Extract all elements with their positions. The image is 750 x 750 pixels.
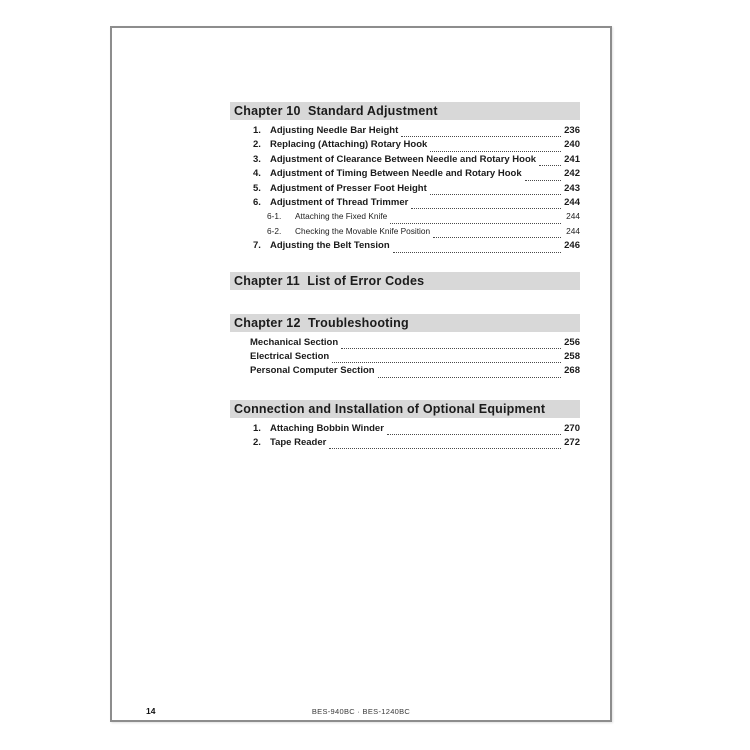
manual-toc-page bbox=[110, 26, 612, 722]
page-footer bbox=[112, 705, 610, 717]
entry-page-number: 258 bbox=[564, 350, 580, 362]
entry-page-number: 246 bbox=[564, 240, 580, 252]
footer-page-number: 14 bbox=[146, 706, 156, 716]
toc-entry bbox=[230, 423, 580, 437]
section-title: Connection and Installation of Optional Equipment bbox=[230, 400, 580, 418]
toc-list bbox=[230, 125, 580, 255]
toc-entry bbox=[230, 240, 580, 254]
toc-entry bbox=[230, 337, 580, 351]
section-title: Chapter 10 Standard Adjustment bbox=[230, 102, 580, 120]
entry-number: 7. bbox=[253, 240, 261, 252]
dot-leader bbox=[329, 448, 561, 449]
entry-page-number: 256 bbox=[564, 336, 580, 348]
entry-label: Adjustment of Timing Between Needle and Rotary Hook bbox=[270, 168, 522, 180]
entry-page-number: 244 bbox=[566, 211, 580, 222]
entry-number: 6-1. bbox=[267, 211, 282, 222]
entry-number: 6. bbox=[253, 196, 261, 208]
entry-page-number: 272 bbox=[564, 437, 580, 449]
toc-entry bbox=[230, 154, 580, 168]
entry-number: 6-2. bbox=[267, 225, 282, 236]
entry-page-number: 241 bbox=[564, 153, 580, 165]
toc-entry bbox=[230, 437, 580, 451]
dot-leader bbox=[539, 165, 561, 166]
entry-page-number: 243 bbox=[564, 182, 580, 194]
toc-entry bbox=[230, 197, 580, 211]
section-chapter-10 bbox=[230, 102, 580, 255]
entry-page-number: 240 bbox=[564, 139, 580, 151]
toc-list bbox=[230, 337, 580, 380]
entry-label: Tape Reader bbox=[270, 437, 327, 449]
dot-leader bbox=[401, 136, 561, 137]
entry-number: 1. bbox=[253, 125, 261, 136]
toc-content bbox=[230, 102, 580, 451]
dot-leader bbox=[411, 208, 561, 209]
dot-leader bbox=[393, 252, 561, 253]
toc-entry bbox=[230, 226, 580, 240]
entry-page-number: 244 bbox=[566, 225, 580, 236]
entry-label: Adjusting Needle Bar Height bbox=[270, 125, 399, 136]
entry-label: Adjusting the Belt Tension bbox=[270, 240, 390, 252]
entry-label: Replacing (Attaching) Rotary Hook bbox=[270, 139, 428, 151]
toc-entry bbox=[230, 365, 580, 379]
dot-leader bbox=[430, 151, 561, 152]
entry-label: Attaching Bobbin Winder bbox=[270, 422, 384, 434]
dot-leader bbox=[525, 180, 561, 181]
entry-number: 2. bbox=[253, 437, 261, 449]
entry-label: Mechanical Section bbox=[250, 336, 339, 348]
dot-leader bbox=[378, 377, 561, 378]
toc-entry bbox=[230, 351, 580, 365]
entry-number: 4. bbox=[253, 168, 261, 180]
dot-leader bbox=[390, 223, 561, 224]
entry-label: Adjustment of Thread Trimmer bbox=[270, 196, 409, 208]
entry-label: Adjustment of Clearance Between Needle and Rotary Hook bbox=[270, 153, 537, 165]
entry-label: Checking the Movable Knife Position bbox=[295, 225, 431, 236]
entry-page-number: 244 bbox=[564, 196, 580, 208]
section-title: Chapter 11 List of Error Codes bbox=[230, 272, 580, 290]
entry-number: 1. bbox=[253, 422, 261, 434]
section-chapter-11 bbox=[230, 272, 580, 290]
entry-label: Attaching the Fixed Knife bbox=[295, 211, 388, 222]
section-chapter-12 bbox=[230, 314, 580, 380]
entry-page-number: 242 bbox=[564, 168, 580, 180]
dot-leader bbox=[341, 348, 561, 349]
dot-leader bbox=[387, 434, 561, 435]
entry-page-number: 268 bbox=[564, 365, 580, 377]
dot-leader bbox=[430, 194, 561, 195]
footer-doc-code: BES-940BC · BES-1240BC bbox=[311, 707, 411, 716]
toc-entry bbox=[230, 211, 580, 225]
entry-label: Electrical Section bbox=[250, 350, 330, 362]
entry-page-number: 236 bbox=[564, 125, 580, 136]
toc-list bbox=[230, 423, 580, 452]
entry-label: Personal Computer Section bbox=[250, 365, 375, 377]
dot-leader bbox=[332, 362, 561, 363]
section-optional-equipment bbox=[230, 400, 580, 452]
entry-number: 5. bbox=[253, 182, 261, 194]
entry-label: Adjustment of Presser Foot Height bbox=[270, 182, 427, 194]
entry-page-number: 270 bbox=[564, 422, 580, 434]
toc-entry bbox=[230, 139, 580, 153]
toc-entry bbox=[230, 168, 580, 182]
entry-number: 2. bbox=[253, 139, 261, 151]
entry-number: 3. bbox=[253, 153, 261, 165]
section-title: Chapter 12 Troubleshooting bbox=[230, 314, 580, 332]
toc-entry bbox=[230, 183, 580, 197]
toc-entry bbox=[230, 125, 580, 139]
dot-leader bbox=[433, 237, 561, 238]
